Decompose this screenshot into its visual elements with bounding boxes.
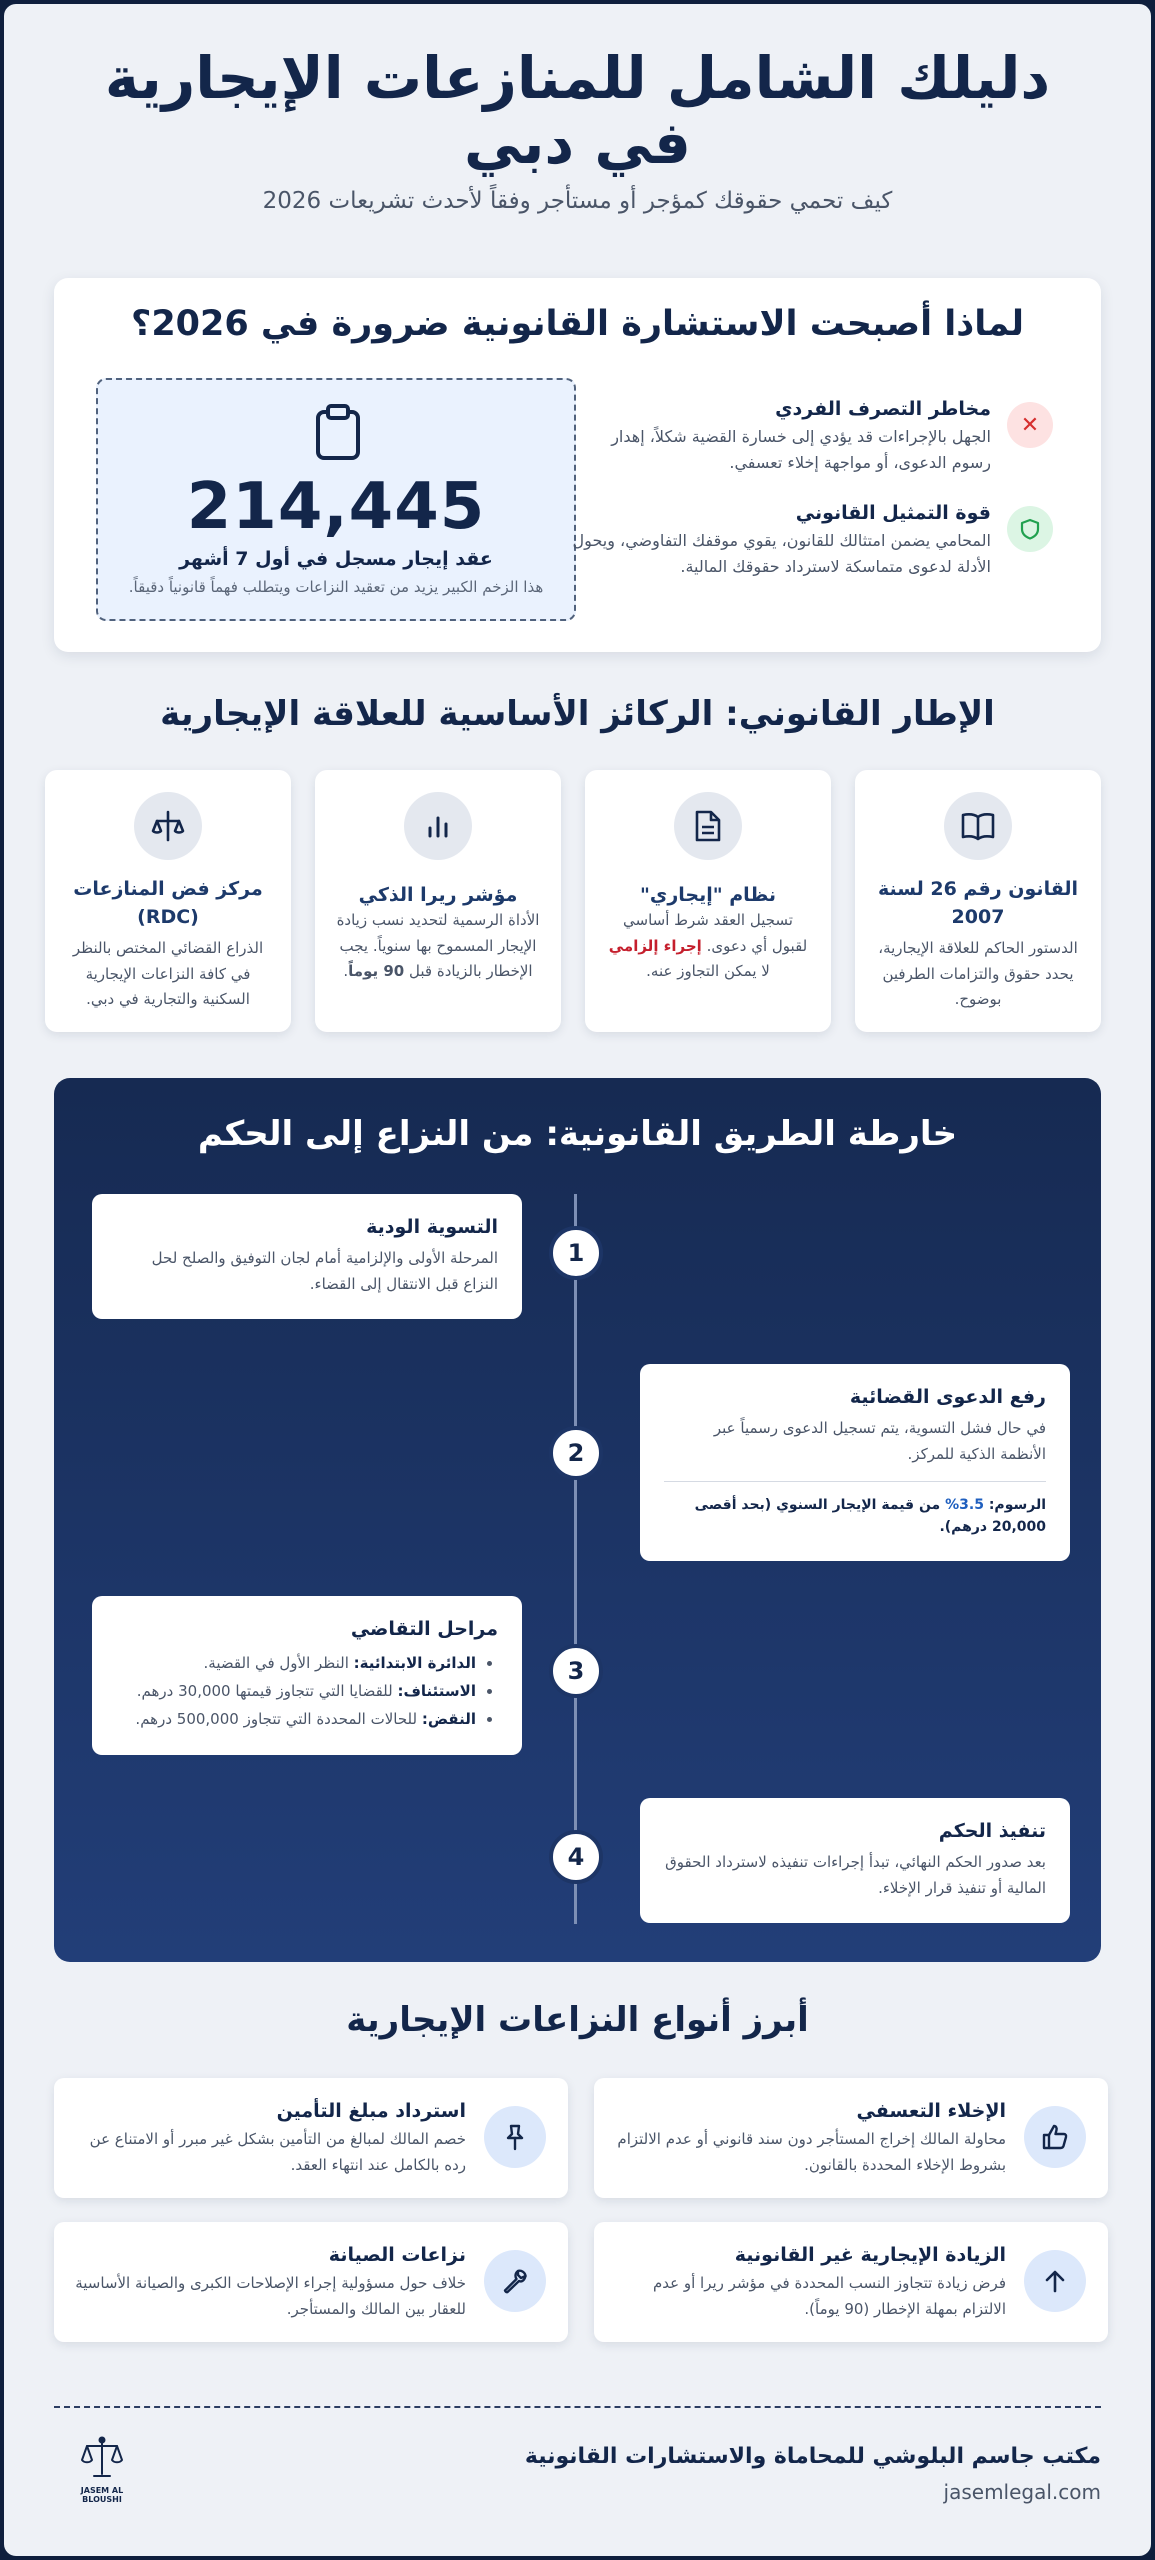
dispute-text [74, 2100, 466, 2179]
dispute-card-deposit [54, 2078, 568, 2198]
registered-contracts-stat [96, 378, 576, 621]
framework-card-body: الذراع القضائي المختص بالنظر في كافة النزاعات الإيجارية السكنية والتجارية في دبي. [72, 939, 264, 1008]
risk-text [571, 398, 991, 477]
list-item-text: للقضايا التي تتجاوز قيمتها 30,000 درهم. [136, 1681, 393, 1700]
step-body: في حال فشل التسوية، يتم تسجيل الدعوى رسمياً عبر الأنظمة الذكية للمركز. [713, 1419, 1046, 1463]
framework-card-title: مؤشر ريرا الذكي [358, 884, 518, 906]
x-icon: ✕ [1007, 402, 1053, 448]
step-title: مراحل التقاضي [350, 1618, 498, 1640]
step-card-litigation [92, 1596, 522, 1755]
page-content [54, 4, 1101, 2504]
dispute-card-eviction [594, 2078, 1108, 2198]
list-item-label: النقض: [421, 1709, 476, 1728]
framework-card-title: القانون رقم 26 لسنة 2007 [877, 878, 1079, 928]
risk-body: المحامي يضمن امتثالك للقانون، يقوي موقفك التفاوضي، ويحول الأدلة لدعوى متماسكة لاسترداد حقوقك المالية. [572, 531, 991, 577]
list-item [116, 1706, 476, 1734]
dispute-card-maintenance [54, 2222, 568, 2342]
framework-card-emphasis: 90 يوماً [348, 962, 405, 980]
clipboard-icon [314, 404, 362, 462]
roadmap-title: خارطة الطريق القانونية: من النزاع إلى الحكم [197, 1114, 958, 1154]
dispute-text [614, 2244, 1006, 2323]
risk-title: مخاطر التصرف الفردي [775, 398, 991, 420]
step-number: 2 [549, 1426, 603, 1480]
step-card-lawsuit [640, 1364, 1070, 1561]
thumbs-up-icon [1024, 2106, 1086, 2168]
dispute-body: خلاف حول مسؤولية إجراء الإصلاحات الكبرى والصيانة الأساسية للعقار بين المالك والمستأجر. [75, 2274, 466, 2319]
risk-title: قوة التمثيل القانوني [795, 502, 991, 524]
dispute-card-rent-increase [594, 2222, 1108, 2342]
dispute-types-title: أبرز أنواع النزاعات الإيجارية [346, 2000, 809, 2040]
hero-header [54, 4, 1101, 214]
framework-card-body: الدستور الحاكم للعلاقة الإيجارية، يحدد حقوق والتزامات الطرفين بوضوح. [878, 939, 1078, 1008]
scales-icon [134, 792, 202, 860]
page-subtitle: كيف تحمي حقوقك كمؤجر أو مستأجر وفقاً لأحدث تشريعات 2026 [262, 187, 893, 214]
litigation-stages-list [116, 1650, 498, 1733]
framework-card-emphasis: إجراء إلزامي [608, 936, 702, 955]
framework-card-law [855, 770, 1101, 1032]
framework-card-title: نظام "إيجاري" [640, 884, 776, 906]
framework-card-body-text: لا يمكن التجاوز عنه. [646, 962, 770, 980]
risk-text [571, 502, 991, 581]
roadmap-section [54, 1078, 1101, 1962]
firm-website-link[interactable]: jasemlegal.com [943, 2480, 1101, 2504]
stat-number: 214,445 [186, 470, 486, 544]
framework-title: الإطار القانوني: الركائز الأساسية للعلاقة الإيجارية [160, 694, 995, 734]
framework-card-body-text: . [343, 962, 349, 980]
arrow-up-icon [1024, 2250, 1086, 2312]
firm-logo [62, 2434, 142, 2504]
stat-note: هذا الزخم الكبير يزيد من تعقيد النزاعات ويتطلب فهماً قانونياً دقيقاً. [128, 578, 544, 596]
step-title: التسوية الودية [366, 1216, 498, 1238]
fee-value: 3.5% [945, 1497, 984, 1513]
bar-chart-icon [404, 792, 472, 860]
dispute-title: استرداد مبلغ التأمين [276, 2100, 466, 2122]
list-item-label: الاستئناف: [397, 1681, 476, 1700]
footer-divider [54, 2406, 1101, 2408]
framework-card-title: مركز فض المنازعات (RDC) [73, 878, 263, 928]
dispute-title: نزاعات الصيانة [328, 2244, 466, 2266]
why-title: لماذا أصبحت الاستشارة القانونية ضرورة في 2026؟ [131, 304, 1024, 344]
why-consultation-card [54, 278, 1101, 652]
wrench-icon [484, 2250, 546, 2312]
framework-card-rdc [45, 770, 291, 1032]
framework-grid [54, 770, 1101, 1032]
step-fee [664, 1481, 1046, 1539]
framework-card-ejari [585, 770, 831, 1032]
document-icon [674, 792, 742, 860]
step-body: المرحلة الأولى والإلزامية أمام لجان التوفيق والصلح لحل النزاع قبل الانتقال إلى القضاء. [151, 1249, 498, 1293]
list-item-label: الدائرة الابتدائية: [353, 1654, 476, 1672]
step-card-amicable [92, 1194, 522, 1319]
framework-card-rera [315, 770, 561, 1032]
framework-card-body [333, 908, 543, 985]
book-icon [944, 792, 1012, 860]
page-title: دليلك الشامل للمنازعات الإيجارية في دبي [104, 44, 1051, 177]
logo-text: JASEM AL BLOUSHI [80, 2486, 124, 2504]
step-number: 3 [549, 1644, 603, 1698]
framework-card-body-text: تسجيل العقد شرط أساسي لقبول أي دعوى. [623, 911, 808, 955]
step-body: بعد صدور الحكم النهائي، تبدأ إجراءات تنفيذه لاسترداد الحقوق المالية أو تنفيذ قرار الإخلاء. [665, 1853, 1046, 1897]
dispute-body: محاولة المالك إخراج المستأجر دون سند قانوني أو عدم الالتزام بشروط الإخلاء المحددة بالقانون. [617, 2130, 1006, 2175]
list-item-text: للحالات المحددة التي تتجاوز 500,000 درهم. [135, 1709, 418, 1728]
dispute-title: الإخلاء التعسفي [856, 2100, 1006, 2122]
timeline-line [574, 1194, 577, 1924]
scales-logo-icon [79, 2434, 125, 2480]
step-number: 4 [549, 1830, 603, 1884]
step-number: 1 [549, 1226, 603, 1280]
dispute-body: فرض زيادة تتجاوز النسب المحددة في مؤشر ريرا أو عدم الالتزام بمهلة الإخطار (90 يوماً). [652, 2274, 1006, 2319]
framework-card-body-text: الأداة الرسمية لتحديد نسب زيادة الإيجار المسموح بها سنوياً. يجب الإخطار بالزيادة قبل [336, 911, 540, 980]
shield-icon [1007, 506, 1053, 552]
dispute-text [614, 2100, 1006, 2179]
risk-body: الجهل بالإجراءات قد يؤدي إلى خسارة القضية شكلاً، إهدار رسوم الدعوى، أو مواجهة إخلاء تعسفي. [611, 427, 991, 473]
step-card-enforcement [640, 1798, 1070, 1923]
step-title: تنفيذ الحكم [938, 1820, 1046, 1842]
list-item [116, 1650, 476, 1678]
list-item-text: النظر الأول في القضية. [203, 1654, 349, 1672]
list-item [116, 1678, 476, 1706]
step-title: رفع الدعوى القضائية [849, 1386, 1046, 1408]
stat-label: عقد إيجار مسجل في أول 7 أشهر [179, 548, 493, 570]
dispute-text [74, 2244, 466, 2323]
pin-icon [484, 2106, 546, 2168]
fee-label: الرسوم: [988, 1497, 1046, 1513]
dispute-body: خصم المالك لمبالغ من التأمين بشكل غير مبرر أو الامتناع عن رده بالكامل عند انتهاء العقد. [89, 2130, 466, 2175]
fee-rest: من قيمة الإيجار السنوي (بحد أقصى 20,000 درهم). [694, 1497, 1046, 1536]
firm-name: مكتب جاسم البلوشي للمحاماة والاستشارات القانونية [524, 2444, 1101, 2469]
framework-card-body [603, 908, 813, 985]
dispute-title: الزيادة الإيجارية غير القانونية [734, 2244, 1006, 2266]
